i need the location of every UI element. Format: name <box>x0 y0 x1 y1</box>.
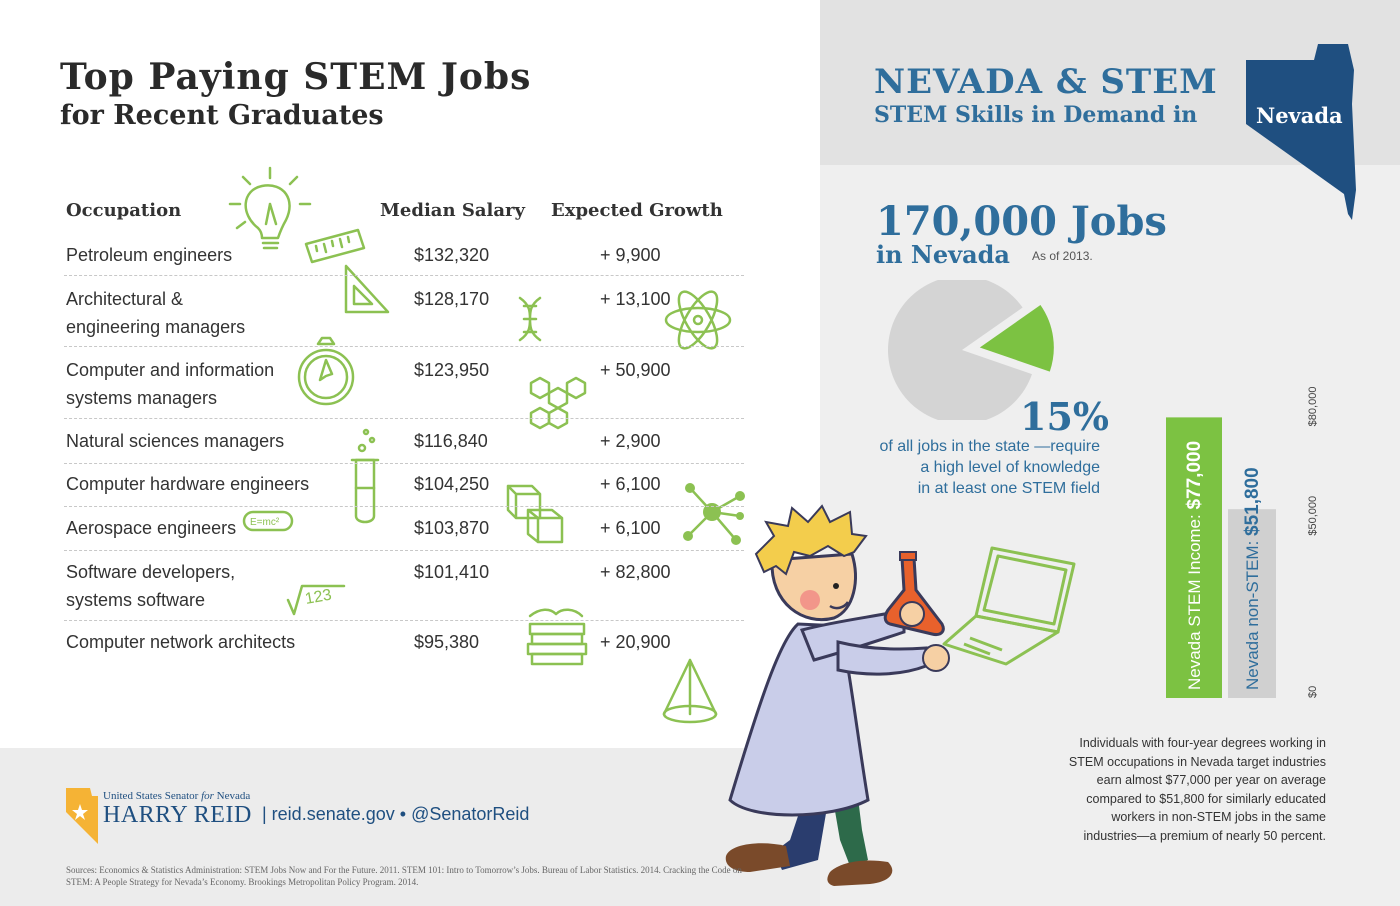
page-title: Top Paying STEM Jobs <box>60 56 532 98</box>
equation-label: E=mc² <box>250 517 280 528</box>
stem-percent-description <box>860 436 1100 499</box>
table-row-growth: + 6,100 <box>600 474 661 494</box>
table-row-occupation <box>66 558 235 614</box>
atom-icon <box>666 286 730 353</box>
dna-icon <box>520 298 540 340</box>
bar-axis-tick-label: $80,000 <box>1307 386 1319 427</box>
scientist-illustration <box>690 500 990 906</box>
right-subtitle-state: Nevada <box>1256 103 1343 128</box>
table-row-occupation <box>66 356 274 412</box>
stem-percent-line: in at least one STEM field <box>917 480 1100 497</box>
senator-label <box>103 790 250 802</box>
table-row-growth: + 6,100 <box>600 518 661 538</box>
income-bar-chart <box>1150 360 1330 720</box>
bar-category-label: Nevada STEM Income: $77,000 <box>1184 440 1205 690</box>
table-row-divider <box>64 506 744 507</box>
table-row-growth: + 13,100 <box>600 289 671 309</box>
table-row-divider <box>64 620 744 621</box>
right-subtitle: STEM Skills in Demand in <box>874 102 1198 128</box>
stem-percent: 15% <box>1020 394 1109 439</box>
page-subtitle: for Recent Graduates <box>60 100 384 131</box>
occupation-line: Computer network architects <box>66 632 296 652</box>
test-tube-icon <box>352 430 378 522</box>
table-row-salary: $101,410 <box>414 562 490 582</box>
compass-icon <box>299 338 353 404</box>
table-row-occupation <box>66 427 284 455</box>
table-row-salary: $116,840 <box>414 431 488 451</box>
occupation-line: Computer and information <box>66 360 275 380</box>
table-row-divider <box>64 346 744 347</box>
shoe-right-icon <box>827 860 892 886</box>
lightbulb-icon <box>230 168 310 248</box>
table-row-occupation <box>66 628 295 656</box>
table-row-salary: $95,380 <box>414 632 480 652</box>
table-row-occupation <box>66 285 245 341</box>
table-row-growth: + 20,900 <box>600 632 671 652</box>
bar-axis-tick-label: $0 <box>1307 685 1319 698</box>
table-row-growth: + 82,800 <box>600 562 671 582</box>
table-row-divider <box>64 463 744 464</box>
occupation-line: Architectural & <box>66 289 184 309</box>
bar-value-label: $77,000 <box>1184 440 1205 510</box>
occupation-line: Computer hardware engineers <box>66 474 310 494</box>
table-row-salary: $123,950 <box>414 360 490 380</box>
table-row-salary: $128,170 <box>414 289 490 309</box>
header-salary: Median Salary <box>380 200 525 221</box>
bar-value-label: $51,800 <box>1242 467 1263 536</box>
senator-label-state: Nevada <box>213 790 251 802</box>
header-growth: Expected Growth <box>551 200 723 221</box>
bar-axis-tick-label: $50,000 <box>1307 495 1319 536</box>
cubes-icon <box>508 486 562 542</box>
nevada-state-logo-icon <box>64 786 100 846</box>
right-title: NEVADA & STEM <box>874 62 1218 102</box>
occupation-line: Natural sciences managers <box>66 431 285 451</box>
occupation-line: engineering managers <box>66 317 246 337</box>
bar-category-label: Nevada non-STEM: $51,800 <box>1242 467 1263 690</box>
sources-note: Sources: Economics & Statistics Administration: STEM Jobs Now and For the Future. 2011. STEM 101: Intro to Tomorrow’s Jobs. Bureau of Labor Statistics. 2014. Cracking the Code on STEM: A People Strategy for Nevada’s Economy. Brookings Metropolitan Policy Program. 2014. <box>66 865 742 887</box>
table-row-salary: $132,320 <box>414 245 490 265</box>
senator-label-text: United States Senator <box>103 790 202 802</box>
nevada-map-icon <box>1244 30 1364 230</box>
set-square-icon <box>346 266 388 312</box>
table-row-divider <box>64 418 744 419</box>
jobs-count: 170,000 Jobs <box>876 198 1167 245</box>
occupation-line: systems software <box>66 590 206 610</box>
table-row-growth: + 9,900 <box>600 245 661 265</box>
table-row-occupation <box>66 241 232 269</box>
occupation-line: Aerospace engineers <box>66 518 237 538</box>
table-row-salary: $104,250 <box>414 474 490 494</box>
jobs-location: in Nevada <box>876 240 1010 269</box>
table-row-growth: + 50,900 <box>600 360 671 380</box>
table-row-salary: $103,870 <box>414 518 490 538</box>
stem-percent-line: of all jobs in the state —require <box>879 438 1100 455</box>
table-row-occupation <box>66 514 236 542</box>
occupation-line: Software developers, <box>66 562 236 582</box>
ruler-icon <box>306 230 364 262</box>
stem-percent-line: a high level of knowledge <box>920 459 1100 476</box>
table-row-divider <box>64 550 744 551</box>
senator-label-for: for <box>201 790 214 802</box>
footer-links[interactable]: | reid.senate.gov • @SenatorReid <box>262 804 530 824</box>
table-row-occupation <box>66 470 309 498</box>
occupation-line: systems managers <box>66 388 218 408</box>
sqrt-label: 123 <box>303 586 333 608</box>
books-icon <box>528 610 586 664</box>
occupation-line: Petroleum engineers <box>66 245 233 265</box>
hexagon-molecule-icon <box>531 378 585 428</box>
header-occupation: Occupation <box>66 200 182 221</box>
table-row-divider <box>64 275 744 276</box>
senator-name: HARRY REID <box>103 802 252 828</box>
jobs-date: As of 2013. <box>1032 249 1093 263</box>
table-row-growth: + 2,900 <box>600 431 661 451</box>
income-note: Individuals with four-year degrees working in STEM occupations in Nevada target industries earn almost $77,000 per year on average compared to $51,800 for similarly educated workers in non-STEM jobs in the same industries—a premium of nearly 50 percent. <box>1068 736 1326 843</box>
